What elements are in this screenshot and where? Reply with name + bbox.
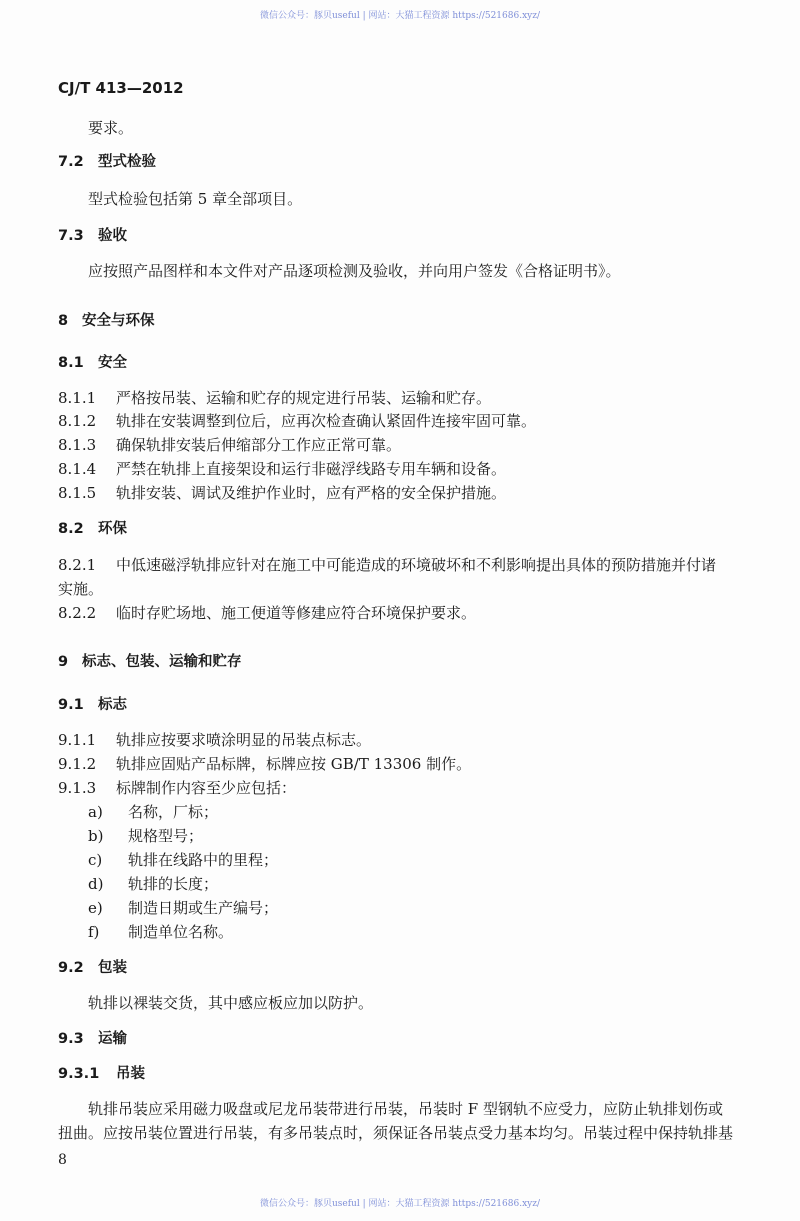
text-line: [58, 579, 103, 599]
text-line: [58, 555, 716, 575]
clause-text: 轨排在线路中的里程；: [128, 851, 279, 869]
clause-number: c): [88, 851, 103, 869]
clause-text: 制造日期或生产编号；: [128, 899, 279, 917]
text-line: [58, 459, 506, 479]
clause-number: 9.3.1: [58, 1066, 100, 1082]
clause-number: 9.3: [58, 1031, 84, 1047]
section-heading: [58, 519, 127, 539]
section-heading: [58, 1029, 127, 1049]
clause-number: 7.2: [58, 154, 84, 170]
clause-number: 8.1.4: [58, 460, 97, 478]
clause-number: 9.1.1: [58, 731, 97, 749]
clause-text: 型式检验包括第 5 章全部项目。: [88, 190, 303, 208]
clause-text: 包装: [98, 960, 127, 976]
clause-number: 8.2.2: [58, 604, 97, 622]
text-line: [88, 1099, 723, 1119]
clause-number: d): [88, 875, 104, 893]
clause-number: 8.1.3: [58, 436, 97, 454]
clause-number: 8.1: [58, 355, 84, 371]
clause-text: 标牌制作内容至少应包括：: [116, 779, 297, 797]
text-line: [58, 603, 476, 623]
clause-text: 应按照产品图样和本文件对产品逐项检测及验收，并向用户签发《合格证明书》。: [88, 262, 621, 280]
clause-text: 严禁在轨排上直接架设和运行非磁浮线路专用车辆和设备。: [116, 460, 507, 478]
clause-number: 9.1.3: [58, 779, 97, 797]
list-item: [88, 922, 233, 942]
text-line: [88, 261, 621, 281]
clause-number: 8.1.5: [58, 484, 97, 502]
text-line: [58, 1123, 733, 1143]
clause-text: 型式检验: [98, 154, 156, 170]
clause-text: 名称，厂标；: [128, 803, 219, 821]
clause-number: 8.1.2: [58, 412, 97, 430]
text-line: [88, 993, 373, 1013]
list-item: [88, 898, 278, 918]
clause-text: 运输: [98, 1031, 127, 1047]
clause-text: 安全与环保: [82, 313, 155, 329]
text-line: [58, 730, 371, 750]
text-line: [58, 483, 506, 503]
section-heading: [58, 652, 242, 672]
clause-text: 轨排在安装调整到位后，应再次检查确认紧固件连接牢固可靠。: [116, 412, 537, 430]
clause-text: 实施。: [58, 580, 104, 598]
clause-number: a): [88, 803, 103, 821]
text-line: [58, 388, 491, 408]
clause-number: 8: [58, 313, 69, 329]
standard-header: CJ/T 413—2012: [58, 79, 184, 97]
clause-number: 8.1.1: [58, 389, 97, 407]
watermark-bottom: 微信公众号：豚贝useful | 网站：大猫工程资源 https://521686.xyz/: [259, 1199, 541, 1209]
text-line: [88, 118, 133, 138]
clause-number: f): [88, 923, 100, 941]
list-item: [88, 850, 278, 870]
clause-number: 9.1.2: [58, 755, 97, 773]
page-number: 8: [58, 1152, 67, 1168]
clause-number: 7.3: [58, 228, 84, 244]
clause-text: 环保: [98, 521, 127, 537]
clause-text: 中低速磁浮轨排应针对在施工中可能造成的环境破坏和不利影响提出具体的预防措施并付诸: [116, 556, 717, 574]
clause-number: 8.2.1: [58, 556, 97, 574]
clause-text: 安全: [98, 355, 127, 371]
clause-text: 轨排吊装应采用磁力吸盘或尼龙吊装带进行吊装，吊装时 F 型钢轨不应受力，应防止轨排划伤或: [88, 1100, 723, 1118]
clause-text: 临时存贮场地、施工便道等修建应符合环境保护要求。: [116, 604, 477, 622]
section-heading: [58, 1064, 145, 1084]
watermark-top: 微信公众号：豚贝useful | 网站：大猫工程资源 https://521686.xyz/: [259, 11, 541, 21]
clause-text: 轨排安装、调试及维护作业时，应有严格的安全保护措施。: [116, 484, 507, 502]
text-line: [58, 411, 536, 431]
clause-text: 轨排的长度；: [128, 875, 219, 893]
clause-text: 规格型号；: [128, 827, 204, 845]
clause-text: 要求。: [88, 119, 134, 137]
clause-text: 严格按吊装、运输和贮存的规定进行吊装、运输和贮存。: [116, 389, 492, 407]
clause-text: 验收: [98, 228, 127, 244]
text-line: [88, 189, 302, 209]
clause-number: e): [88, 899, 103, 917]
list-item: [88, 802, 218, 822]
list-item: [88, 874, 218, 894]
section-heading: [58, 695, 127, 715]
clause-number: 8.2: [58, 521, 84, 537]
clause-text: 吊装: [116, 1066, 145, 1082]
clause-number: b): [88, 827, 104, 845]
list-item: [88, 826, 203, 846]
text-line: [58, 778, 296, 798]
clause-text: 扭曲。应按吊装位置进行吊装，有多吊装点时，须保证各吊装点受力基本均匀。吊装过程中保持轨排基: [58, 1124, 734, 1142]
clause-text: 标志: [98, 697, 127, 713]
section-heading: [58, 226, 127, 246]
text-line: [58, 435, 401, 455]
clause-text: 轨排应按要求喷涂明显的吊装点标志。: [116, 731, 372, 749]
clause-number: 9.1: [58, 697, 84, 713]
section-heading: [58, 311, 155, 331]
clause-text: 轨排以裸装交货，其中感应板应加以防护。: [88, 994, 374, 1012]
clause-text: 标志、包装、运输和贮存: [82, 654, 242, 670]
text-line: [58, 754, 471, 774]
clause-number: 9.2: [58, 960, 84, 976]
section-heading: [58, 958, 127, 978]
section-heading: [58, 152, 156, 172]
clause-text: 制造单位名称。: [128, 923, 234, 941]
section-heading: [58, 353, 127, 373]
clause-number: 9: [58, 654, 69, 670]
clause-text: 确保轨排安装后伸缩部分工作应正常可靠。: [116, 436, 402, 454]
clause-text: 轨排应固贴产品标牌，标牌应按 GB/T 13306 制作。: [116, 755, 472, 773]
